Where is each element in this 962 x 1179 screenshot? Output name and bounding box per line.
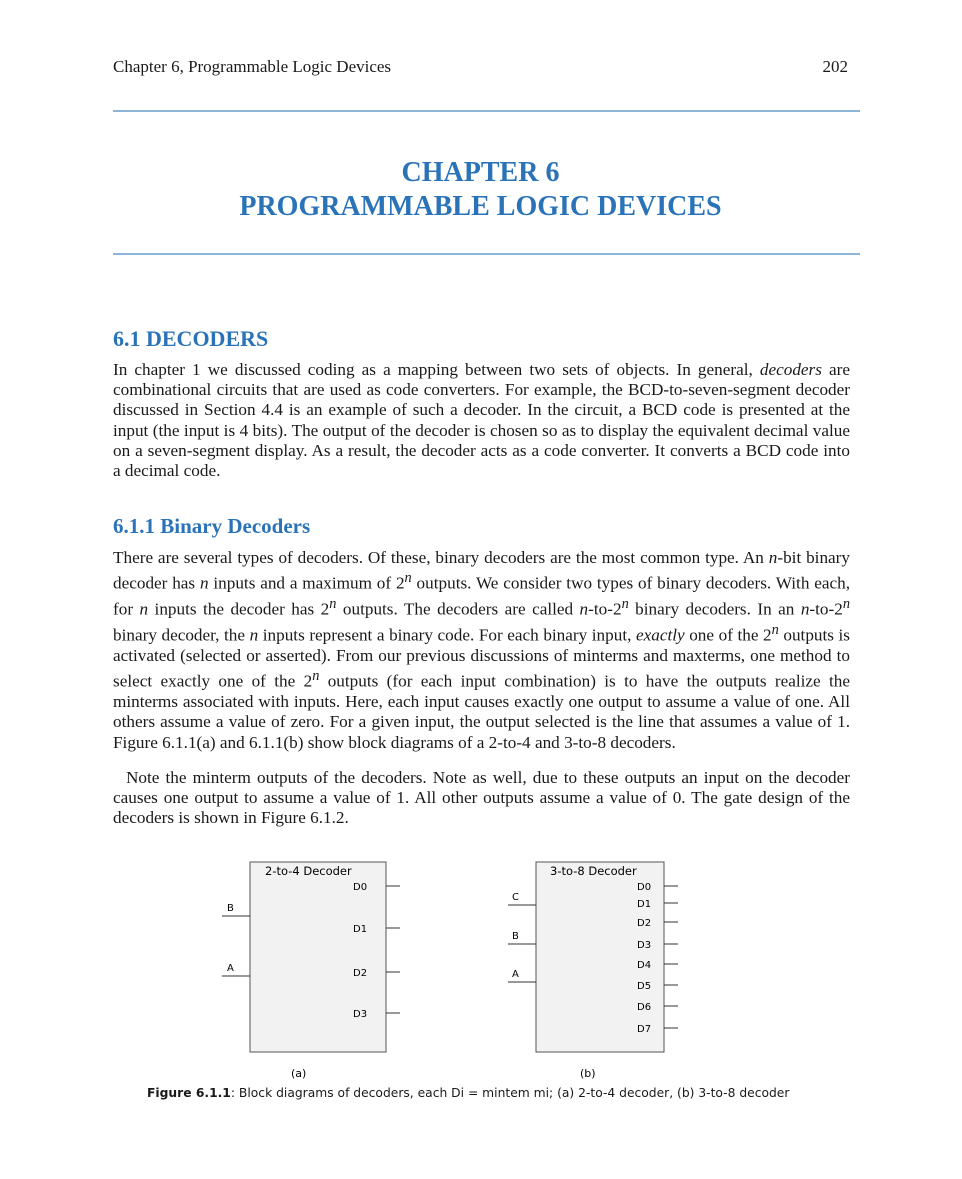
running-header: Chapter 6, Programmable Logic Devices — [113, 57, 392, 76]
decoder-b-output-d1: D1 — [637, 899, 652, 910]
page-number: 202 — [822, 57, 848, 76]
decoder-b-input-a: A — [512, 969, 519, 980]
decoder-a-input-b: B — [227, 903, 234, 914]
decoder-a-output-d2: D2 — [353, 968, 368, 979]
decoder-a-title: 2-to-4 Decoder — [265, 864, 352, 878]
decoder-a-output-d0: D0 — [353, 882, 368, 893]
subsection-paragraph-1: There are several types of decoders. Of these, binary decoders are the most common type. An n-bit binary decoder has n inputs and a maximum of 2$^n$ outputs. We consider two types of binary decoders. With each, for n inputs the decoder has 2$^n$ outputs. The decoders are called n-to-2$^n$ binary decoders. In an n-to-2$^n$ binary decoder, the n inputs represent a binary code. For each binary input, exactly one of the 2$^n$ outputs is activated (selected or asserted). From our previous discussions of minterms and maxterms, one method to select exactly one of the 2$^n$ outputs (for each input combination) is to have the outputs realize the minterms associated with inputs. Here, each input causes exactly one output to assume a value of one. All others assume a value of zero. For a given input, the output selected is the line that assumes a value of 1. Figure 6.1.1(a) and 6.1.1(b) show block diagrams of a 2-to-4 and 3-to-8 decoders. — [113, 548, 851, 752]
decoder-b-output-d5: D5 — [637, 981, 652, 992]
subsection-paragraph-2: Note the minterm outputs of the decoders. Note as well, due to these outputs an input on the decoder causes one output to assume a value of 1. All other outputs assume a value of 0. The gate design of the decoders is shown in Figure 6.1.2. — [113, 768, 850, 828]
decoder-a-output-d1: D1 — [353, 924, 368, 935]
decoder-b-output-d7: D7 — [637, 1024, 652, 1035]
decoder-b-input-b: B — [512, 931, 519, 942]
decoder-a-sublabel: (a) — [291, 1067, 307, 1080]
figure-caption: Figure 6.1.1: Block diagrams of decoders, each Di = mintem mi; (a) 2-to-4 decoder, (b) 3-to-8 decoder — [147, 1086, 790, 1100]
decoder-b-input-c: C — [512, 892, 519, 903]
decoder-b-output-d3: D3 — [637, 940, 652, 951]
section-paragraph: In chapter 1 we discussed coding as a mapping between two sets of objects. In general, decoders are combinational circuits that are used as code converters. For example, the BCD-to-seven-segment decoder discussed in Section 4.4 is an example of such a decoder. In the circuit, a BCD code is presented at the input (the input is 4 bits). The output of the decoder is chosen so as to display the equivalent decimal value on a seven-segment display. As a result, the decoder acts as a code converter. It converts a BCD code into a decimal code. — [113, 360, 850, 481]
decoder-b-output-d0: D0 — [637, 882, 652, 893]
decoder-b-output-d2: D2 — [637, 918, 652, 929]
decoder-b-title: 3-to-8 Decoder — [550, 864, 637, 878]
decoder-a-output-d3: D3 — [353, 1009, 368, 1020]
subsection-heading: 6.1.1 Binary Decoders — [113, 514, 311, 538]
decoder-b-output-d6: D6 — [637, 1002, 652, 1013]
section-heading: 6.1 DECODERS — [113, 326, 269, 351]
chapter-number: CHAPTER 6 — [401, 157, 560, 188]
decoder-b-output-d4: D4 — [637, 960, 652, 971]
chapter-title: PROGRAMMABLE LOGIC DEVICES — [239, 191, 722, 222]
decoder-a-input-a: A — [227, 963, 234, 974]
decoder-b-sublabel: (b) — [580, 1067, 596, 1080]
